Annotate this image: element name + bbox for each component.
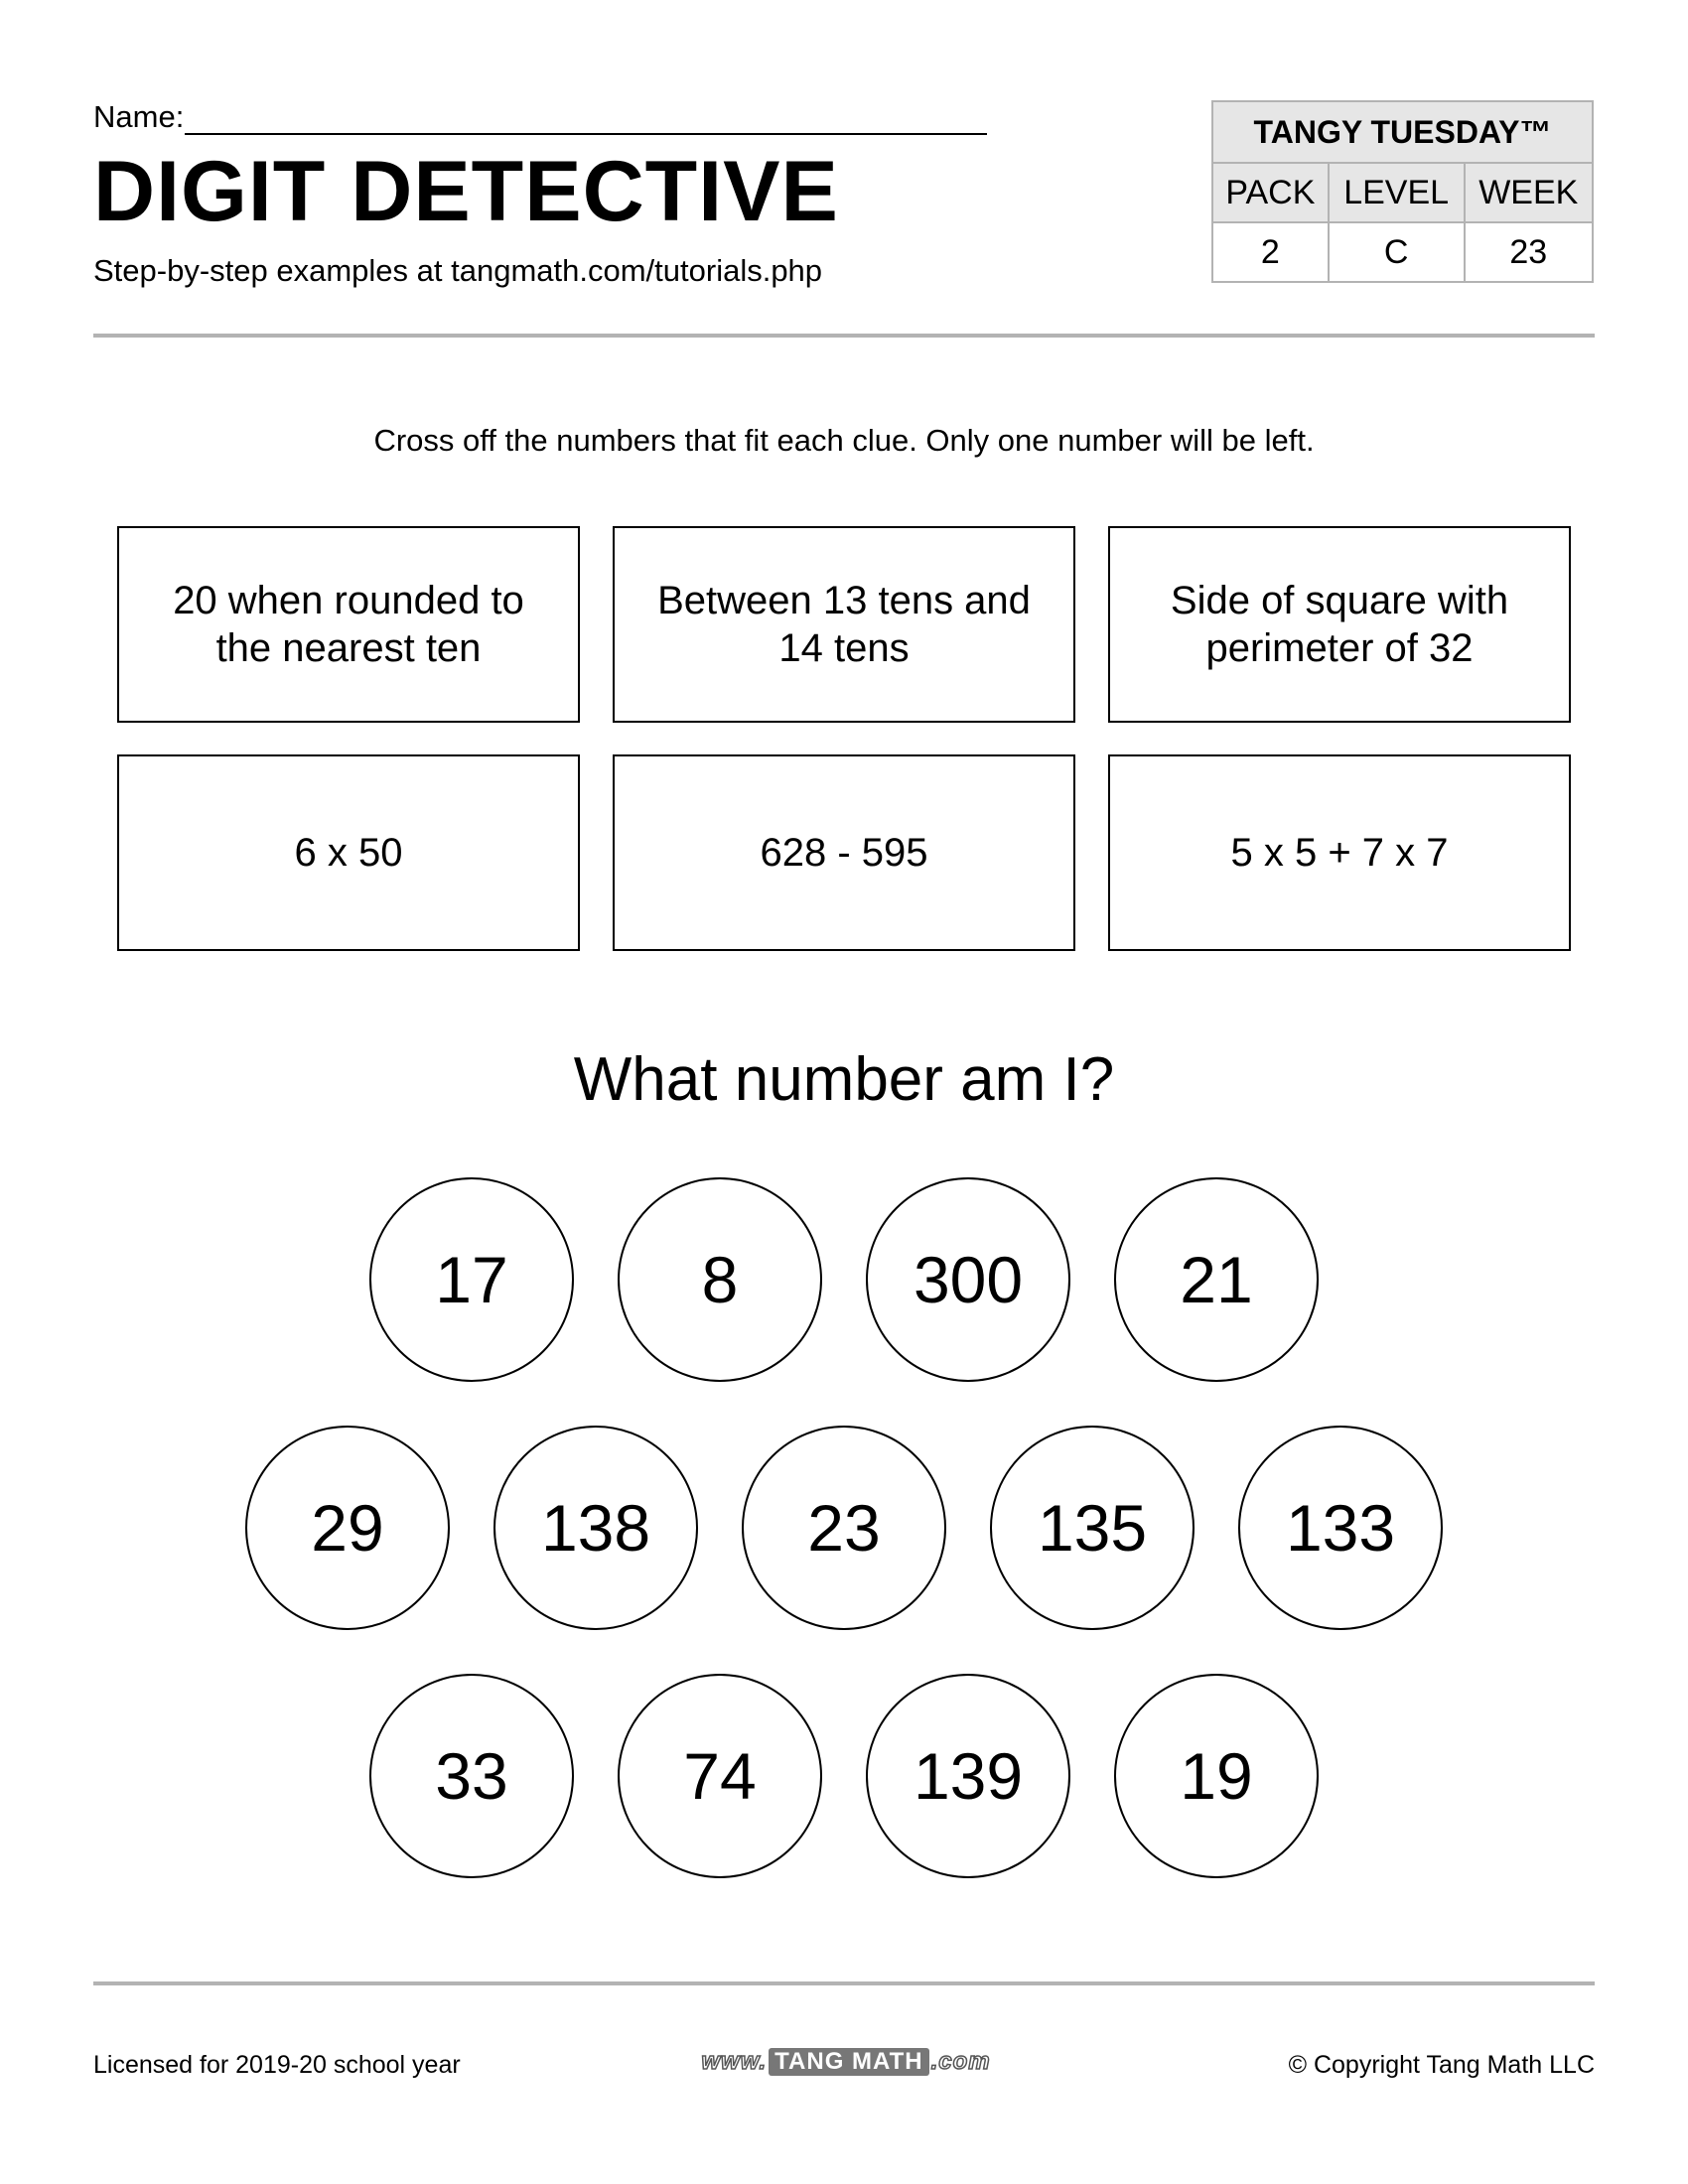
- level-value: C: [1329, 222, 1465, 282]
- logo-suffix: .com: [930, 2048, 991, 2075]
- question-heading: What number am I?: [573, 1045, 1115, 1114]
- number-circle[interactable]: 300: [866, 1177, 1070, 1382]
- number-circle[interactable]: 8: [618, 1177, 822, 1382]
- number-circle[interactable]: 133: [1238, 1426, 1443, 1630]
- number-circle[interactable]: 23: [742, 1426, 946, 1630]
- clue-box: 20 when rounded to the nearest ten: [117, 526, 580, 723]
- number-circle[interactable]: 138: [493, 1426, 698, 1630]
- tutorial-link-text: Step-by-step examples at tangmath.com/tutorials.php: [93, 253, 823, 288]
- pack-value: 2: [1212, 222, 1329, 282]
- tangmath-logo[interactable]: [701, 2045, 991, 2079]
- week-header: WEEK: [1465, 163, 1594, 222]
- number-circle[interactable]: 17: [369, 1177, 574, 1382]
- clue-box: 5 x 5 + 7 x 7: [1108, 754, 1571, 951]
- number-circle[interactable]: 135: [990, 1426, 1195, 1630]
- number-circle[interactable]: 33: [369, 1674, 574, 1878]
- name-label: Name:: [93, 99, 185, 134]
- clue-box: 6 x 50: [117, 754, 580, 951]
- level-header: LEVEL: [1329, 163, 1465, 222]
- logo-prefix: www.: [701, 2048, 768, 2075]
- number-circle[interactable]: 19: [1114, 1674, 1319, 1878]
- license-text: Licensed for 2019-20 school year: [93, 2051, 461, 2079]
- page-title: DIGIT DETECTIVE: [93, 144, 839, 239]
- copyright-text: © Copyright Tang Math LLC: [1288, 2051, 1595, 2079]
- number-circle[interactable]: 139: [866, 1674, 1070, 1878]
- name-row: [93, 99, 987, 139]
- instruction-text: Cross off the numbers that fit each clue. Only one number will be left.: [373, 423, 1315, 458]
- name-field-line[interactable]: [185, 133, 987, 135]
- clue-box: Between 13 tens and 14 tens: [613, 526, 1075, 723]
- number-circle[interactable]: 29: [245, 1426, 450, 1630]
- info-table: [1211, 100, 1594, 283]
- bottom-divider: [93, 1981, 1595, 1985]
- pack-header: PACK: [1212, 163, 1329, 222]
- brand-cell: TANGY TUESDAY™: [1212, 101, 1593, 163]
- clue-box: 628 - 595: [613, 754, 1075, 951]
- number-circle[interactable]: 74: [618, 1674, 822, 1878]
- week-value: 23: [1465, 222, 1594, 282]
- number-circle[interactable]: 21: [1114, 1177, 1319, 1382]
- logo-mid: TANG MATH: [769, 2048, 928, 2076]
- clue-box: Side of square with perimeter of 32: [1108, 526, 1571, 723]
- top-divider: [93, 334, 1595, 338]
